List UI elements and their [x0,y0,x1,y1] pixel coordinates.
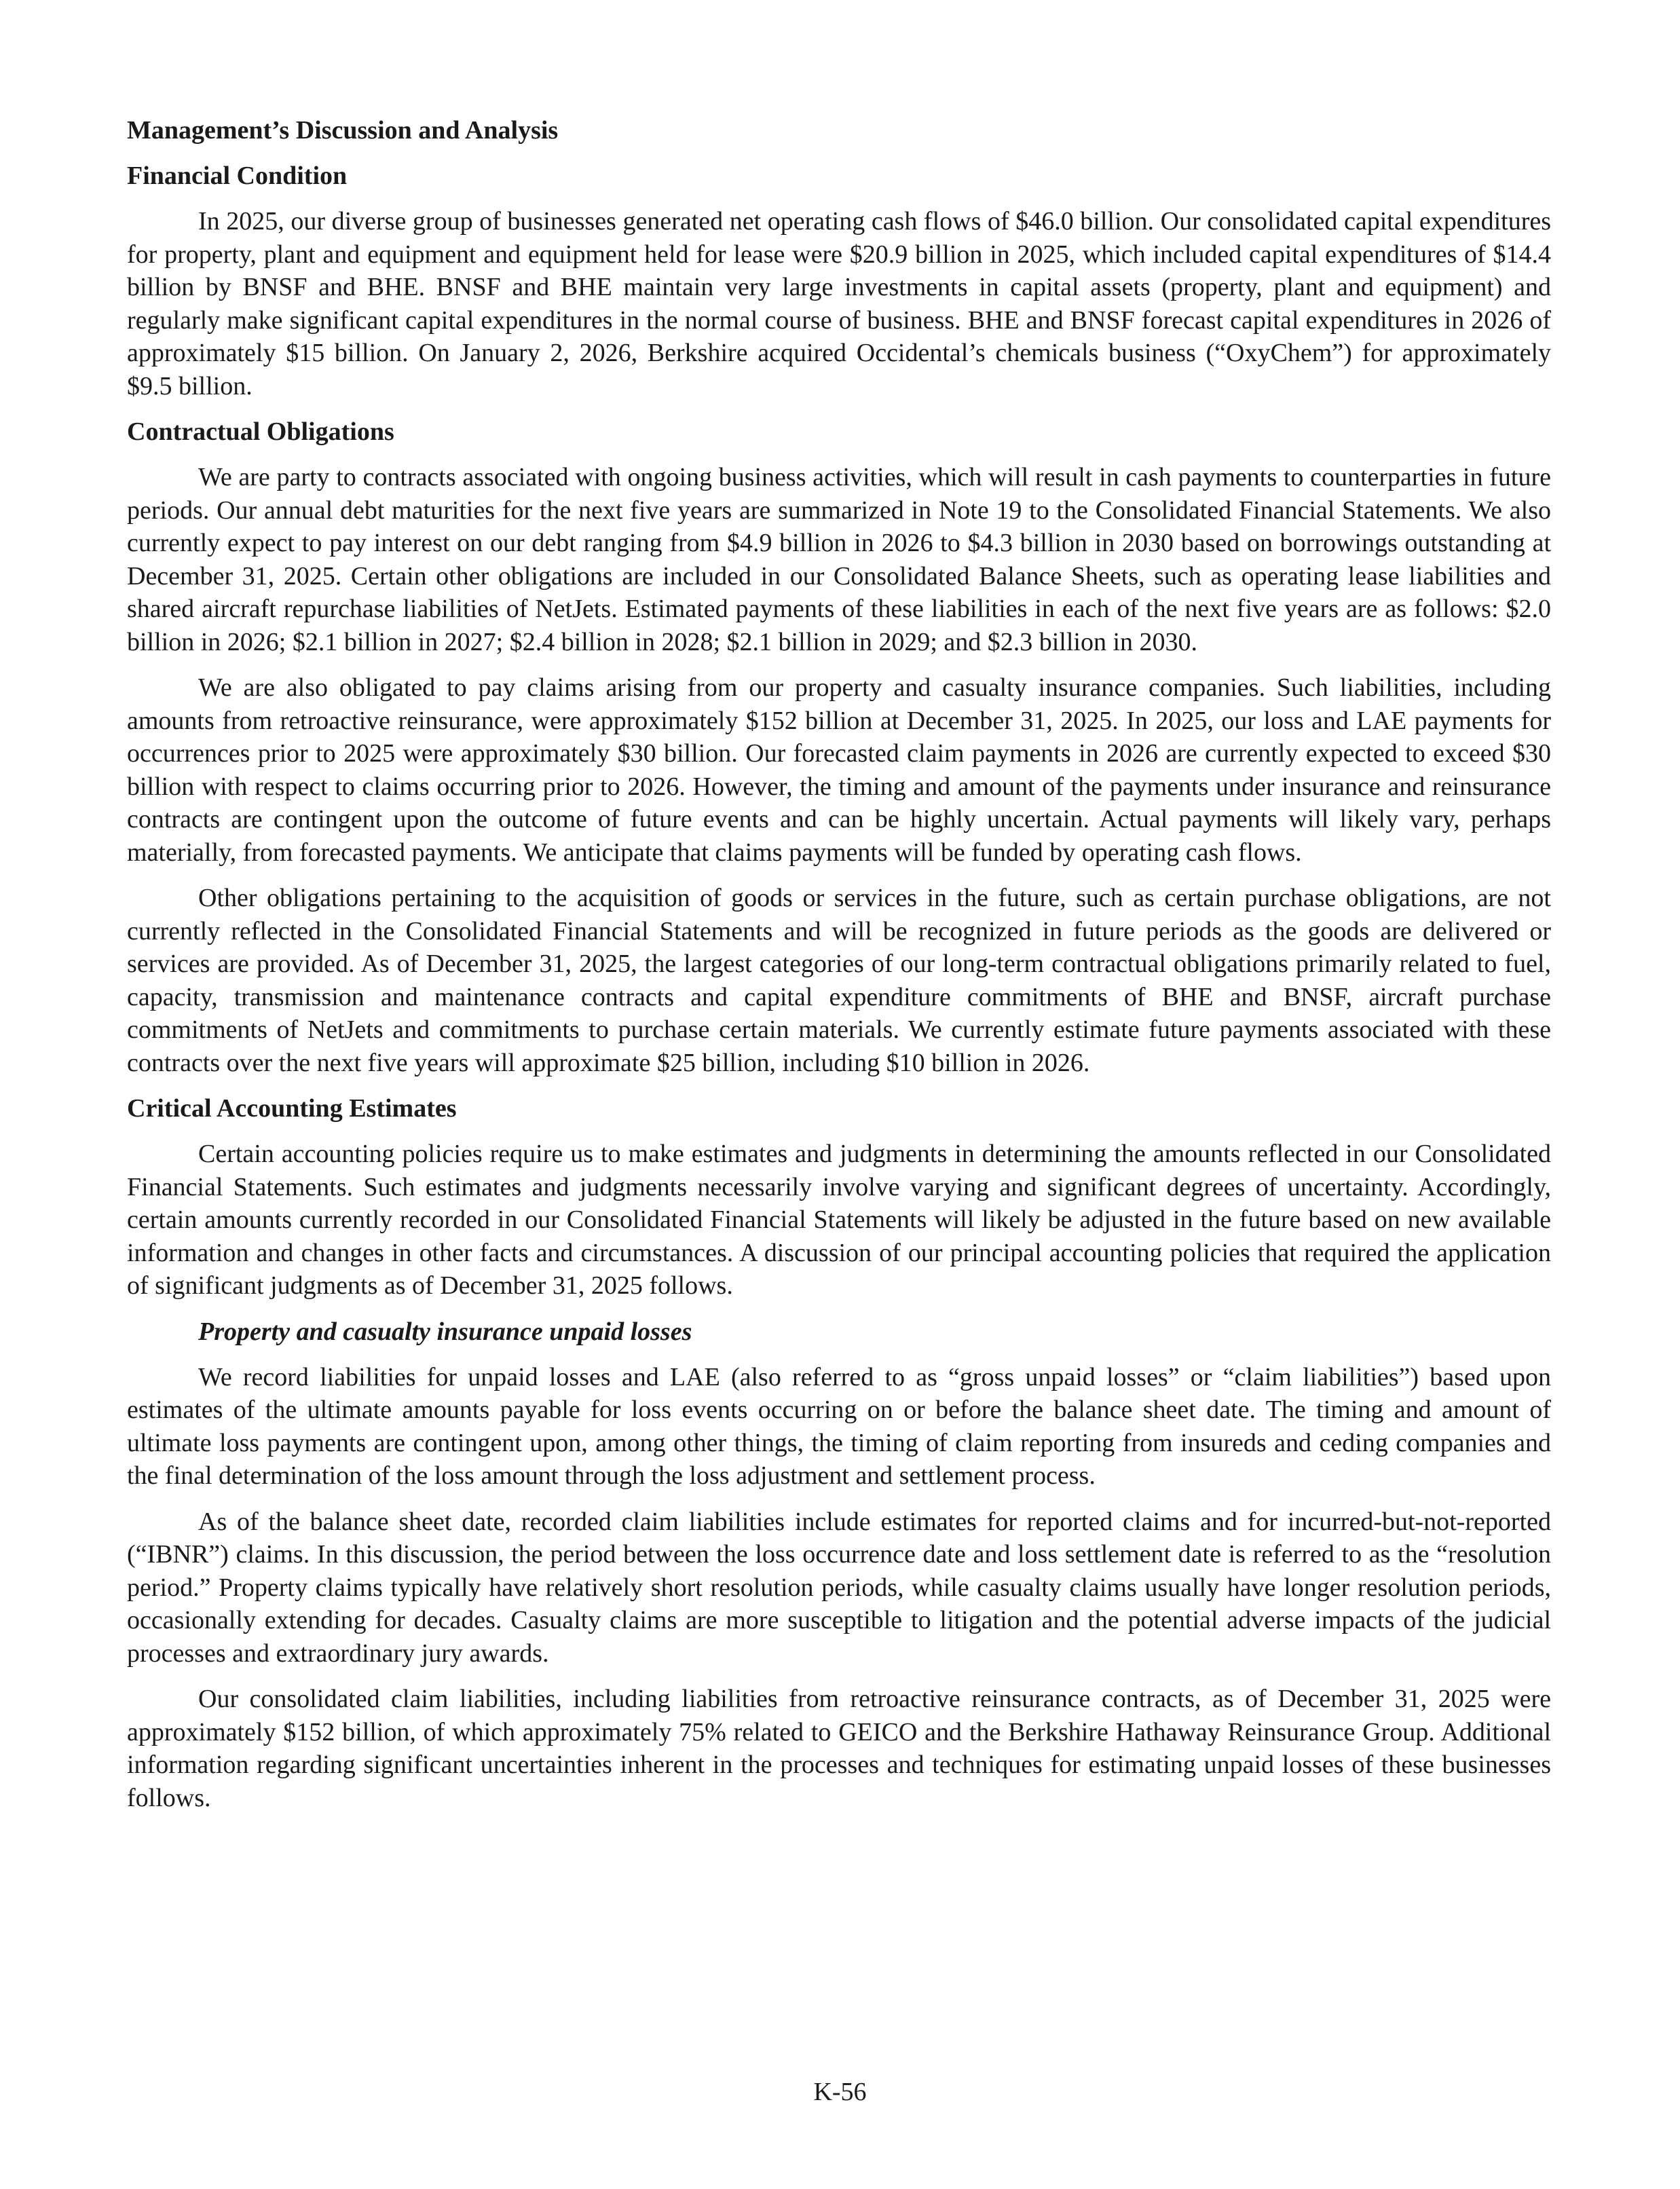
financial-condition-paragraph-1: In 2025, our diverse group of businesses generated net operating cash flows of $46.0 billion. Our consolidated capital expenditures for property, plant and equipment and equipment held for lease were $20.9 billion in 2025, which included capital expenditures of $14.4 billion by BNSF and BHE. BNSF and BHE maintain very large investments in capital assets (property, plant and equipment) and regularly make significant capital expenditures in the normal course of business. BHE and BNSF forecast capital expenditures in 2026 of approximately $15 billion. On January 2, 2026, Berkshire acquired Occidental’s chemicals business (“OxyChem”) for approximately $9.5 billion. [127,207,1551,400]
pc-unpaid-losses-paragraph-1: We record liabilities for unpaid losses and LAE (also referred to as “gross unpaid losses” or “claim liabilities”) based upon estimates of the ultimate amounts payable for loss events occurring on or before the balance sheet date. The timing and amount of ultimate loss payments are contingent upon, among other things, the timing of claim reporting from insureds and ceding companies and the final determination of the loss amount through the loss adjustment and settlement process. [127,1362,1551,1490]
document-page [127,114,1551,1827]
contractual-obligations-paragraph-3: Other obligations pertaining to the acquisition of goods or services in the future, such as certain purchase obligations, are not currently reflected in the Consolidated Financial Statements and will be recognized in future periods as the goods are delivered or services are provided. As of December 31, 2025, the largest categories of our long-term contractual obligations primarily related to fuel, capacity, transmission and maintenance contracts and capital expenditure commitments of BHE and BNSF, aircraft purchase commitments of NetJets and commitments to purchase certain materials. We currently estimate future payments associated with these contracts over the next five years will approximate $25 billion, including $10 billion in 2026. [127,884,1551,1077]
subsection-heading-pc-unpaid-losses: Property and casualty insurance unpaid losses [198,1317,692,1346]
pc-unpaid-losses-paragraph-3: Our consolidated claim liabilities, including liabilities from retroactive reinsurance contracts, as of December 31, 2025 were approximately $152 billion, of which approximately 75% related to GEICO and the Berkshire Hathaway Reinsurance Group. Additional information regarding significant uncertainties inherent in the processes and techniques for estimating unpaid losses of these businesses follows. [127,1685,1551,1812]
contractual-obligations-paragraph-2: We are also obligated to pay claims arising from our property and casualty insurance companies. Such liabilities, including amounts from retroactive reinsurance, were approximately $152 billion at December 31, 2025. In 2025, our loss and LAE payments for occurrences prior to 2025 were approximately $30 billion. Our forecasted claim payments in 2026 are currently expected to exceed $30 billion with respect to claims occurring prior to 2026. However, the timing and amount of the payments under insurance and reinsurance contracts are contingent upon the outcome of future events and can be highly uncertain. Actual payments will likely vary, perhaps materially, from forecasted payments. We anticipate that claims payments will be funded by operating cash flows. [127,673,1551,867]
section-heading-mda: Management’s Discussion and Analysis [127,116,559,145]
page-number: K-56 [813,2078,867,2106]
contractual-obligations-paragraph-1: We are party to contracts associated with ongoing business activities, which will result in cash payments to counterparties in future periods. Our annual debt maturities for the next five years are summarized in Note 19 to the Consolidated Financial Statements. We also currently expect to pay interest on our debt ranging from $4.9 billion in 2026 to $4.3 billion in 2030 based on borrowings outstanding at December 31, 2025. Certain other obligations are included in our Consolidated Balance Sheets, such as operating lease liabilities and shared aircraft repurchase liabilities of NetJets. Estimated payments of these liabilities in each of the next five years are as follows: $2.0 billion in 2026; $2.1 billion in 2027; $2.4 billion in 2028; $2.1 billion in 2029; and $2.3 billion in 2030. [127,463,1551,656]
critical-accounting-estimates-paragraph-1: Certain accounting policies require us to make estimates and judgments in determining the amounts reflected in our Consolidated Financial Statements. Such estimates and judgments necessarily involve varying and significant degrees of uncertainty. Accordingly, certain amounts currently recorded in our Consolidated Financial Statements will likely be adjusted in the future based on new available information and changes in other facts and circumstances. A discussion of our principal accounting policies that required the application of significant judgments as of December 31, 2025 follows. [127,1140,1551,1300]
pc-unpaid-losses-paragraph-2: As of the balance sheet date, recorded claim liabilities include estimates for reported claims and for incurred-but-not-reported (“IBNR”) claims. In this discussion, the period between the loss occurrence date and loss settlement date is referred to as the “resolution period.” Property claims typically have relatively short resolution periods, while casualty claims usually have longer resolution periods, occasionally extending for decades. Casualty claims are more susceptible to litigation and the potential adverse impacts of the judicial processes and extraordinary jury awards. [127,1507,1551,1668]
section-heading-contractual-obligations: Contractual Obligations [127,417,394,446]
section-heading-critical-accounting-estimates: Critical Accounting Estimates [127,1094,457,1123]
section-heading-financial-condition: Financial Condition [127,162,348,190]
